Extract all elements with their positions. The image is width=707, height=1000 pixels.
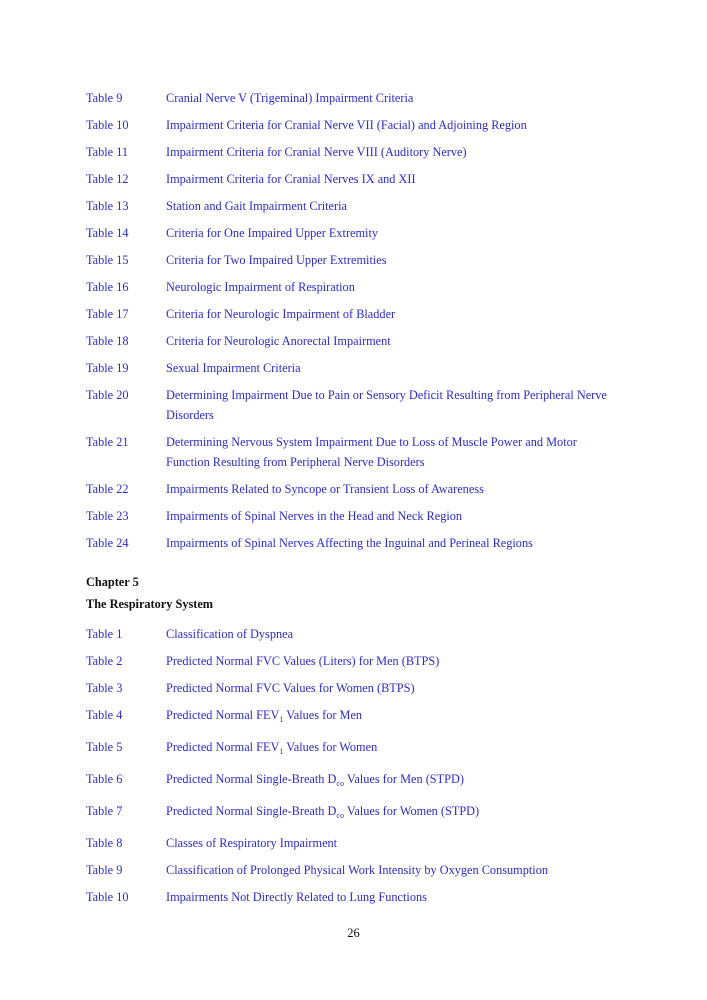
title-text: Values for Women	[283, 740, 378, 754]
toc-row	[86, 277, 646, 297]
subscript: co	[336, 811, 344, 820]
title-text: Predicted Normal Single-Breath D	[166, 772, 337, 786]
toc-row	[86, 88, 646, 108]
toc-row	[86, 142, 646, 162]
table-title-link[interactable]: Impairments Related to Syncope or Transient Loss of Awareness	[166, 482, 484, 496]
table-number: Table 10	[86, 118, 129, 132]
table-title-link[interactable]	[166, 801, 646, 826]
table-number: Table 14	[86, 226, 129, 240]
table-number: Table 5	[86, 740, 123, 754]
table-title-link[interactable]: Classification of Prolonged Physical Work Intensity by Oxygen Consumption	[166, 863, 549, 877]
title-text: Predicted Normal FEV	[166, 740, 280, 754]
table-title-link[interactable]: Impairment Criteria for Cranial Nerves IX and XII	[166, 172, 416, 186]
table-number: Table 13	[86, 199, 129, 213]
table-number: Table 22	[86, 482, 129, 496]
table-title-link[interactable]: Classification of Dyspnea	[166, 627, 294, 641]
toc-row	[86, 358, 646, 378]
toc-row	[86, 432, 646, 472]
table-title-link[interactable]: Predicted Normal FVC Values for Women (BTPS)	[166, 681, 415, 695]
table-title-link[interactable]: Impairments Not Directly Related to Lung Functions	[166, 890, 427, 904]
toc-row	[86, 801, 646, 826]
table-number: Table 12	[86, 172, 129, 186]
toc-row	[86, 860, 646, 880]
table-title-link[interactable]	[166, 769, 646, 794]
title-line-2: Function Resulting from Peripheral Nerve Disorders	[166, 455, 425, 469]
table-title-link[interactable]: Criteria for Neurologic Anorectal Impairment	[166, 334, 391, 348]
table-number: Table 4	[86, 708, 123, 722]
table-number: Table 15	[86, 253, 129, 267]
table-title-link[interactable]: Criteria for Two Impaired Upper Extremities	[166, 253, 387, 267]
table-title-link[interactable]: Impairment Criteria for Cranial Nerve VII (Facial) and Adjoining Region	[166, 118, 527, 132]
table-title-link[interactable]: Sexual Impairment Criteria	[166, 361, 301, 375]
toc-row	[86, 479, 646, 499]
table-title-link[interactable]: Neurologic Impairment of Respiration	[166, 280, 355, 294]
toc-row	[86, 385, 646, 425]
title-text: Predicted Normal FEV	[166, 708, 280, 722]
toc-row	[86, 223, 646, 243]
table-title-link[interactable]: Impairment Criteria for Cranial Nerve VIII (Auditory Nerve)	[166, 145, 467, 159]
table-number: Table 3	[86, 681, 123, 695]
table-number: Table 1	[86, 627, 123, 641]
page-number: 26	[347, 926, 360, 940]
toc-row	[86, 705, 646, 730]
table-title-link[interactable]	[166, 385, 646, 425]
title-text: Predicted Normal Single-Breath D	[166, 804, 337, 818]
title-line-2: Disorders	[166, 408, 214, 422]
table-title-link[interactable]: Criteria for One Impaired Upper Extremity	[166, 226, 379, 240]
toc-row	[86, 169, 646, 189]
chapter-title: The Respiratory System	[86, 597, 214, 611]
subscript: 1	[279, 747, 284, 756]
toc-list-chapter-4	[86, 88, 646, 553]
table-number: Table 24	[86, 536, 129, 550]
title-text: Values for Men (STPD)	[343, 772, 464, 786]
table-title-link[interactable]: Impairments of Spinal Nerves in the Head and Neck Region	[166, 509, 463, 523]
subscript: 1	[279, 715, 284, 724]
table-number: Table 18	[86, 334, 129, 348]
toc-row	[86, 651, 646, 671]
toc-row	[86, 533, 646, 553]
subscript: co	[336, 779, 344, 788]
title-text: Values for Women (STPD)	[343, 804, 480, 818]
table-title-link[interactable]: Station and Gait Impairment Criteria	[166, 199, 347, 213]
table-number: Table 17	[86, 307, 129, 321]
table-title-link[interactable]: Cranial Nerve V (Trigeminal) Impairment Criteria	[166, 91, 414, 105]
table-number: Table 9	[86, 91, 123, 105]
table-title-link[interactable]: Criteria for Neurologic Impairment of Bladder	[166, 307, 396, 321]
table-number: Table 9	[86, 863, 123, 877]
table-title-link[interactable]	[166, 737, 646, 762]
toc-row	[86, 887, 646, 907]
table-title-link[interactable]: Predicted Normal FVC Values (Liters) for Men (BTPS)	[166, 654, 440, 668]
table-number: Table 23	[86, 509, 129, 523]
toc-row	[86, 737, 646, 762]
toc-row	[86, 506, 646, 526]
table-number: Table 6	[86, 772, 123, 786]
toc-row	[86, 250, 646, 270]
title-text: Values for Men	[283, 708, 363, 722]
table-number: Table 8	[86, 836, 123, 850]
table-title-link[interactable]: Classes of Respiratory Impairment	[166, 836, 338, 850]
table-title-link[interactable]	[166, 432, 646, 472]
title-line-1: Determining Nervous System Impairment Due to Loss of Muscle Power and Motor	[166, 435, 577, 449]
table-number: Table 21	[86, 435, 129, 449]
toc-row	[86, 115, 646, 135]
chapter-label: Chapter 5	[86, 575, 139, 589]
toc-row	[86, 196, 646, 216]
toc-row	[86, 331, 646, 351]
table-title-link[interactable]: Impairments of Spinal Nerves Affecting the Inguinal and Perineal Regions	[166, 536, 533, 550]
table-number: Table 7	[86, 804, 123, 818]
table-number: Table 19	[86, 361, 129, 375]
toc-row	[86, 624, 646, 644]
toc-row	[86, 304, 646, 324]
toc-row	[86, 833, 646, 853]
table-title-link[interactable]	[166, 705, 646, 730]
toc-row	[86, 769, 646, 794]
title-line-1: Determining Impairment Due to Pain or Sensory Deficit Resulting from Peripheral Nerve	[166, 388, 607, 402]
table-number: Table 20	[86, 388, 129, 402]
table-number: Table 2	[86, 654, 123, 668]
table-number: Table 16	[86, 280, 129, 294]
table-number: Table 10	[86, 890, 129, 904]
toc-list-chapter-5	[86, 624, 646, 907]
table-number: Table 11	[86, 145, 129, 159]
toc-row	[86, 678, 646, 698]
